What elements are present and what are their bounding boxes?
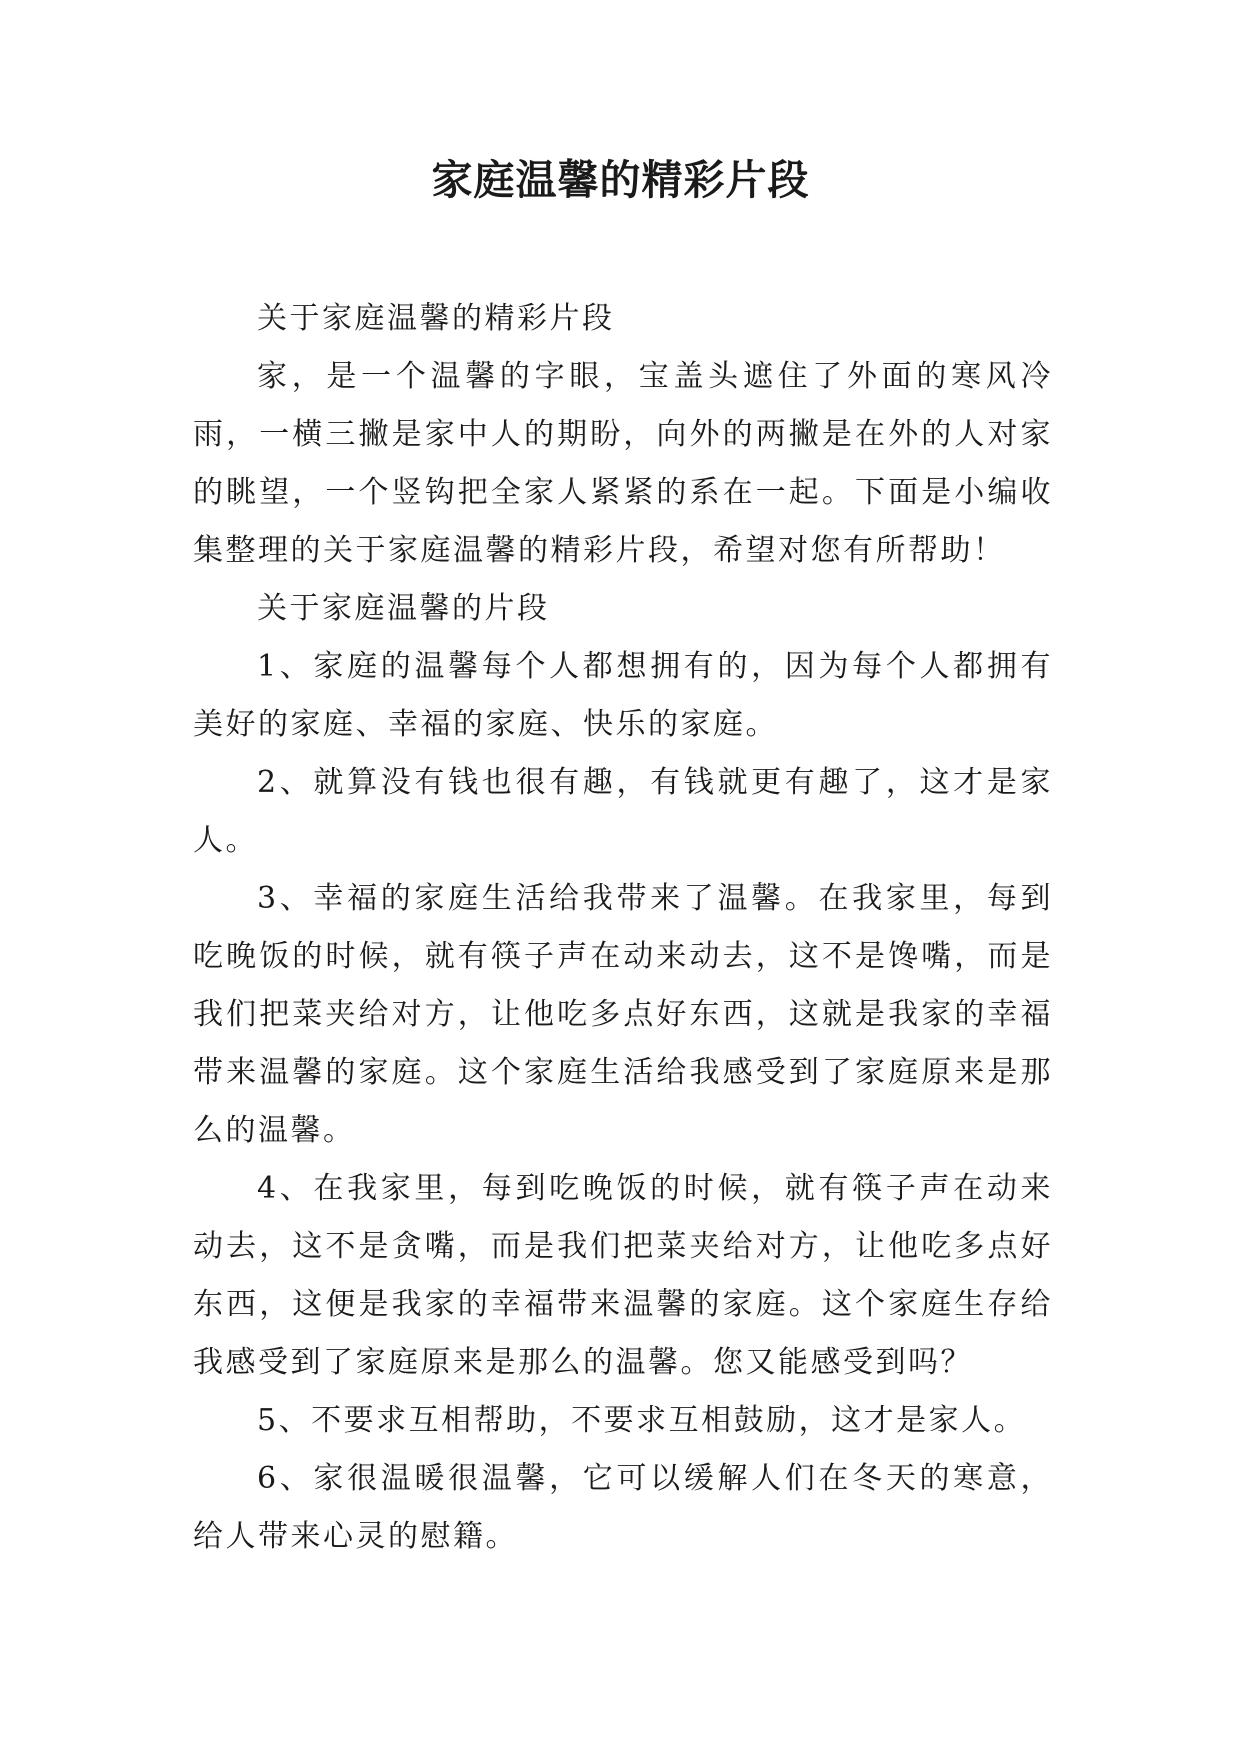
paragraph-item-5: 5、不要求互相帮助，不要求互相鼓励，这才是家人。 (257, 1403, 1027, 1438)
paragraph-section-heading: 关于家庭温馨的片段 (257, 591, 550, 626)
paragraph-item-4: 4、在我家里，每到吃晚饭的时候，就有筷子声在动来动去，这不是贪嘴，而是我们把菜夹给对方，让他吃多点好东西，这便是我家的幸福带来温馨的家庭。这个家庭生存给我感受到了家庭原来是那么的温馨。您又能感受到吗？ (193, 1171, 1053, 1380)
document-body (193, 290, 1053, 1566)
paragraph-subtitle: 关于家庭温馨的精彩片段 (257, 301, 615, 336)
paragraph-item-2: 2、就算没有钱也很有趣，有钱就更有趣了，这才是家人。 (193, 765, 1053, 858)
page-title: 家庭温馨的精彩片段 (431, 156, 810, 204)
paragraph-item-3: 3、幸福的家庭生活给我带来了温馨。在我家里，每到吃晚饭的时候，就有筷子声在动来动去，这不是馋嘴，而是我们把菜夹给对方，让他吃多点好东西，这就是我家的幸福带来温馨的家庭。这个家庭生活给我感受到了家庭原来是那么的温馨。 (193, 881, 1053, 1148)
paragraph-intro: 家，是一个温馨的字眼，宝盖头遮住了外面的寒风冷雨，一横三撇是家中人的期盼，向外的两撇是在外的人对家的眺望，一个竖钩把全家人紧紧的系在一起。下面是小编收集整理的关于家庭温馨的精彩片段，希望对您有所帮助！ (193, 359, 1053, 568)
paragraph-item-1: 1、家庭的温馨每个人都想拥有的，因为每个人都拥有美好的家庭、幸福的家庭、快乐的家庭。 (193, 649, 1053, 742)
paragraph-item-6: 6、家很温暖很温馨，它可以缓解人们在冬天的寒意，给人带来心灵的慰籍。 (193, 1461, 1053, 1554)
